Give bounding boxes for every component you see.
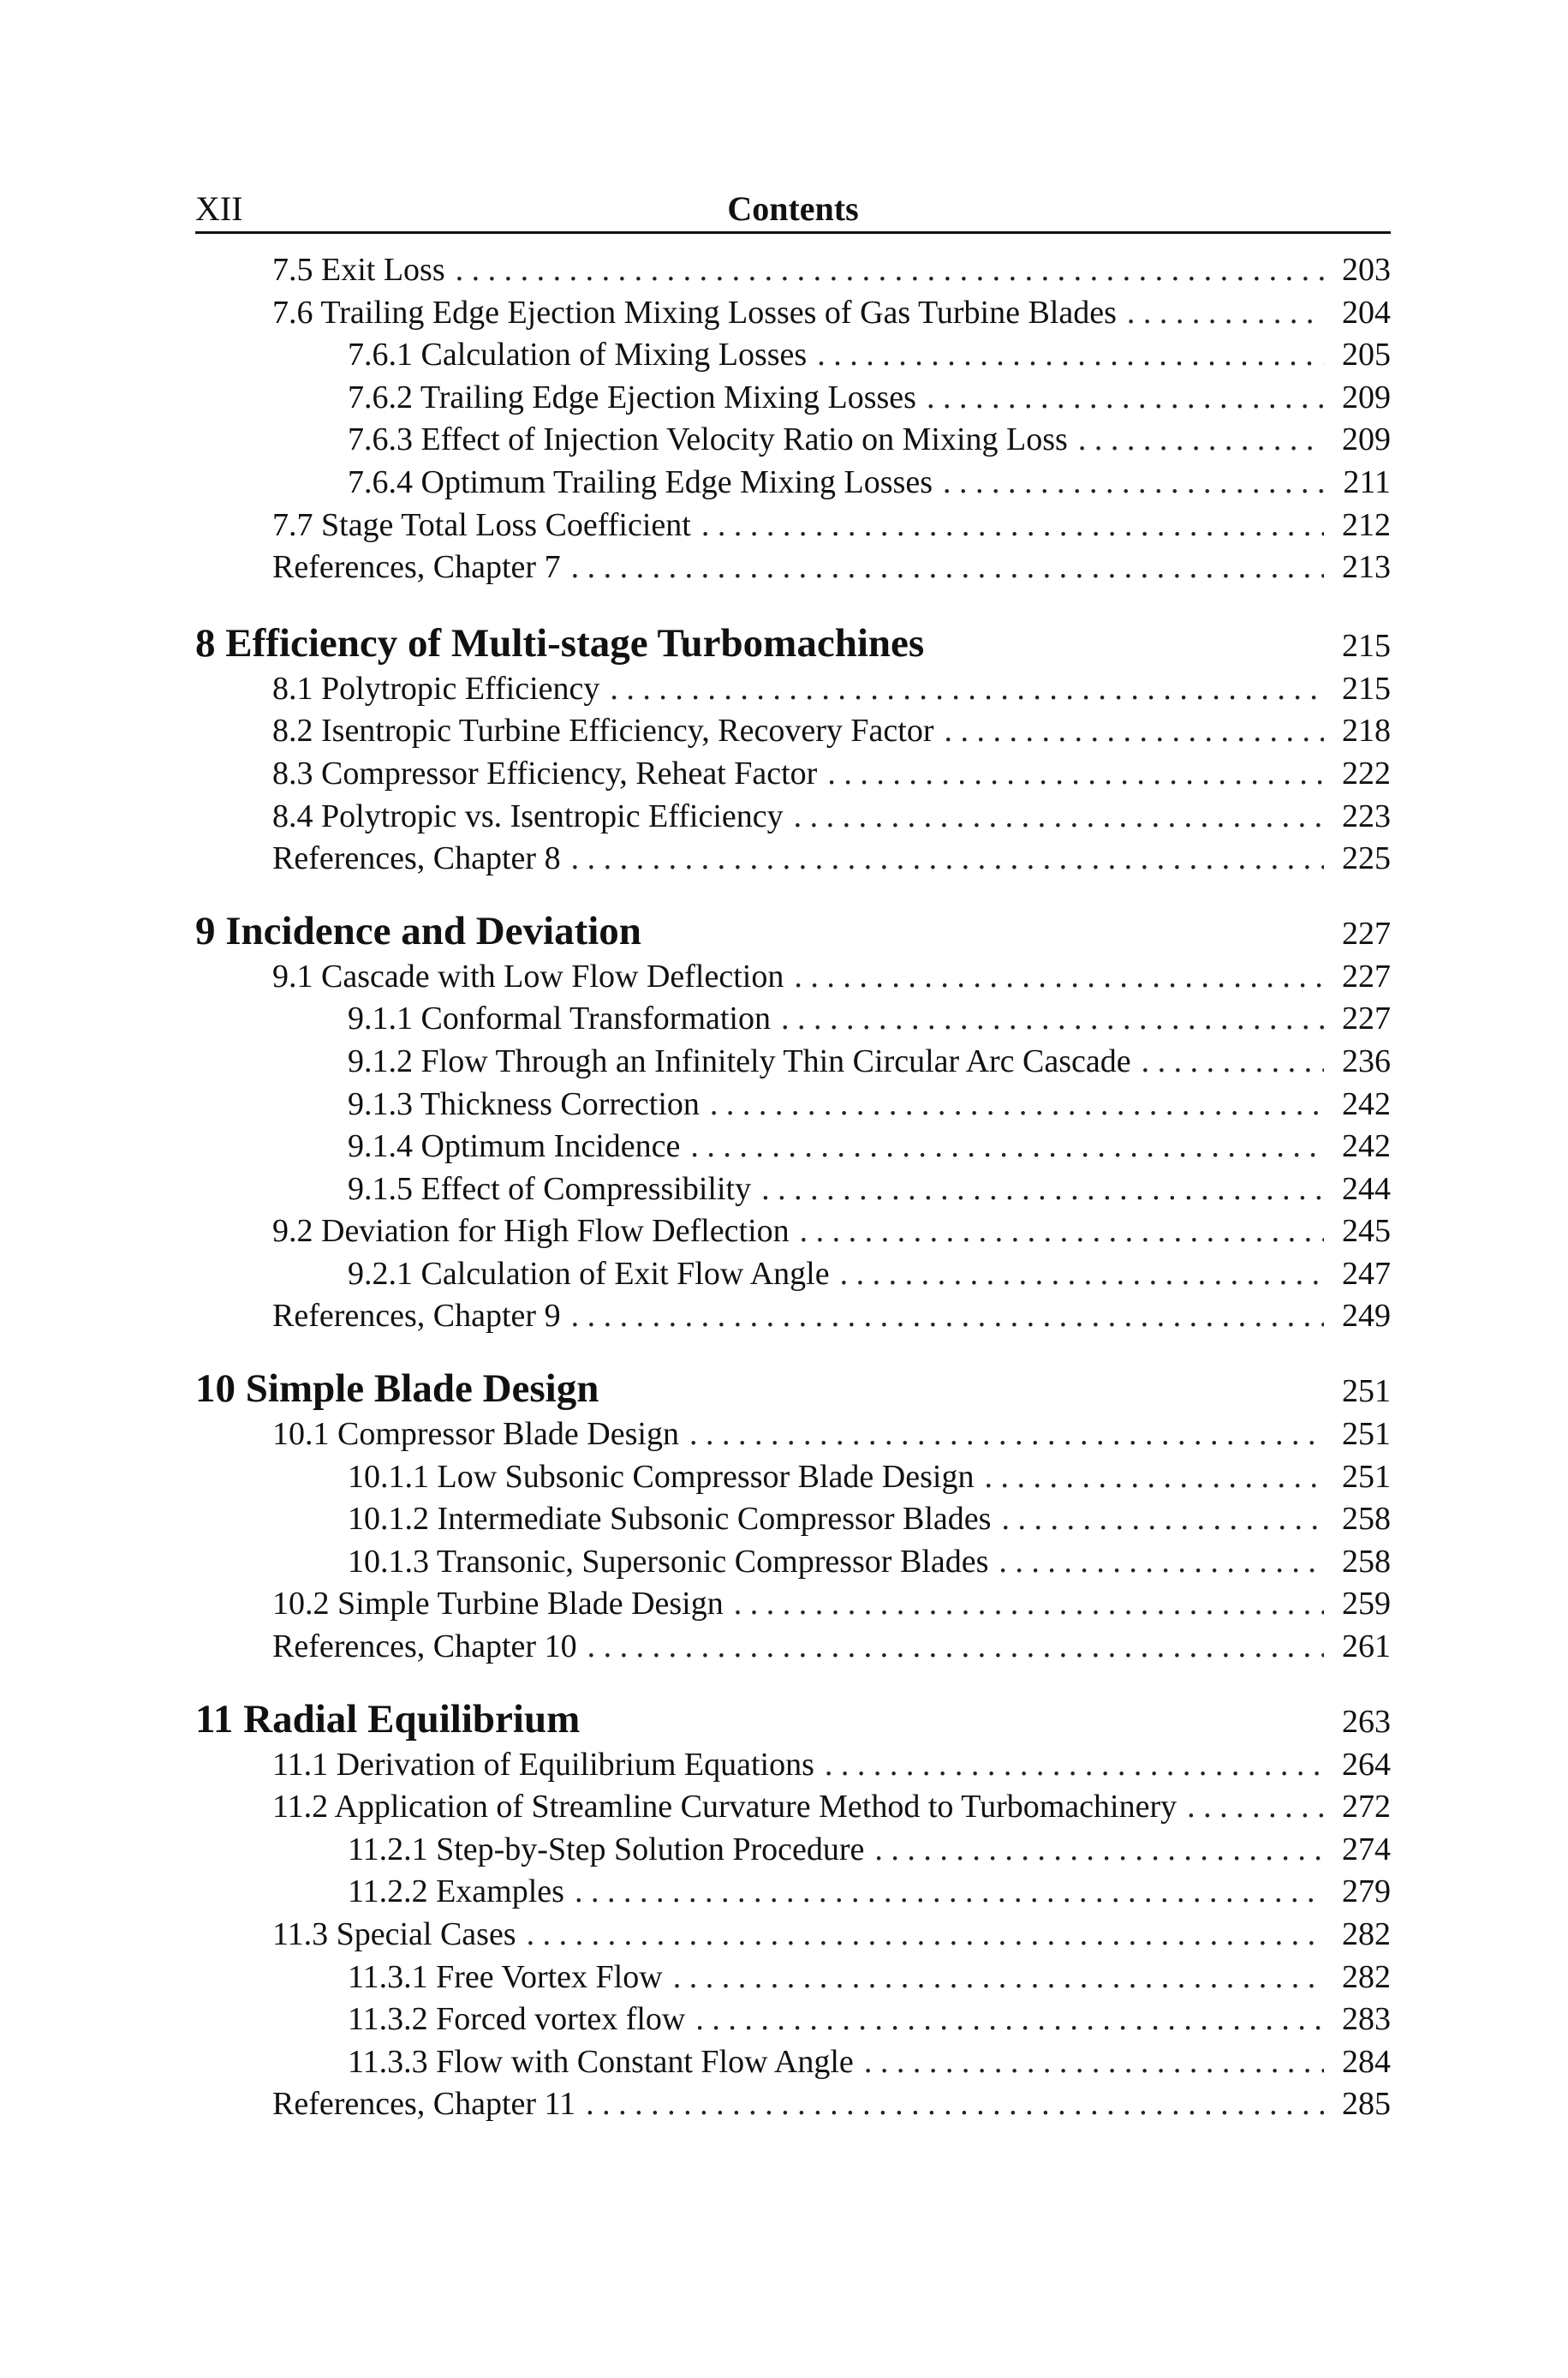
toc-entry-page-number: 218 — [1342, 713, 1391, 750]
toc-entry-page-number: 225 — [1342, 840, 1391, 877]
toc-entry — [195, 712, 1391, 755]
chapter-heading — [195, 903, 1391, 958]
toc-entry-title: 10.1.3 Transonic, Supersonic Compressor Blades — [348, 1543, 989, 1580]
toc-entry-page-number: 284 — [1342, 2043, 1391, 2080]
chapter-title: 9 Incidence and Deviation — [195, 908, 641, 953]
toc-entry-page-number: 205 — [1342, 337, 1391, 373]
dot-leader — [571, 1297, 1324, 1335]
toc-entry-title: 9.1.3 Thickness Correction — [348, 1085, 700, 1122]
chapter-block — [195, 251, 1391, 591]
chapter-block — [195, 1360, 1391, 1670]
dot-leader — [456, 251, 1324, 289]
dot-leader — [817, 336, 1324, 373]
toc-entry-page-number: 285 — [1342, 2086, 1391, 2123]
dot-leader — [571, 548, 1324, 586]
toc-entry-title: 7.7 Stage Total Loss Coefficient — [272, 506, 691, 543]
dot-leader — [999, 1543, 1324, 1580]
toc-entry-title: 7.6 Trailing Edge Ejection Mixing Losses of Gas Turbine Blades — [272, 294, 1117, 331]
dot-leader — [587, 1628, 1324, 1665]
toc-entry-title: 11.2.2 Examples — [348, 1873, 564, 1910]
toc-entry-page-number: 264 — [1342, 1746, 1391, 1783]
toc-entry-title: 10.2 Simple Turbine Blade Design — [272, 1586, 724, 1622]
dot-leader — [794, 798, 1324, 835]
toc-entry — [195, 1212, 1391, 1255]
toc-entry-page-number: 283 — [1342, 2001, 1391, 2038]
toc-entry-title: 9.1.4 Optimum Incidence — [348, 1128, 681, 1165]
chapter-heading — [195, 615, 1391, 670]
toc-entry — [195, 670, 1391, 713]
dot-leader — [1001, 1500, 1324, 1538]
dot-leader — [1127, 294, 1324, 332]
toc-entry — [195, 1255, 1391, 1298]
toc-entry-page-number: 261 — [1342, 1628, 1391, 1665]
toc-entry — [195, 1170, 1391, 1213]
toc-entry-page-number: 258 — [1342, 1501, 1391, 1538]
toc-entry-page-number: 222 — [1342, 755, 1391, 792]
dot-leader — [586, 2085, 1324, 2123]
dot-leader — [695, 2000, 1324, 2038]
toc-entry — [195, 1297, 1391, 1340]
toc-entry-page-number: 274 — [1342, 1831, 1391, 1867]
dot-leader — [1187, 1788, 1324, 1825]
dot-leader — [734, 1585, 1324, 1622]
toc-entry — [195, 1958, 1391, 2001]
toc-entry-page-number: 245 — [1342, 1213, 1391, 1250]
toc-entry-title: 8.1 Polytropic Efficiency — [272, 670, 600, 707]
chapter-title: 8 Efficiency of Multi-stage Turbomachines — [195, 620, 925, 666]
toc-entry-page-number: 227 — [1342, 1001, 1391, 1037]
table-of-contents — [195, 251, 1391, 2128]
toc-entry — [195, 2000, 1391, 2043]
chapter-page-number: 215 — [1342, 627, 1391, 664]
chapter-heading — [195, 1691, 1391, 1746]
toc-entry-title: 11.1 Derivation of Equilibrium Equations — [272, 1746, 814, 1783]
toc-entry-page-number: 251 — [1342, 1458, 1391, 1495]
toc-entry-title: 7.5 Exit Loss — [272, 252, 445, 288]
toc-entry-title: 9.2.1 Calculation of Exit Flow Angle — [348, 1255, 830, 1292]
toc-entry — [195, 1746, 1391, 1789]
toc-entry — [195, 1043, 1391, 1085]
chapter-title: 11 Radial Equilibrium — [195, 1696, 581, 1742]
toc-entry — [195, 798, 1391, 840]
dot-leader — [1078, 421, 1324, 458]
chapter-page-number: 227 — [1342, 915, 1391, 952]
toc-entry-title: References, Chapter 9 — [272, 1298, 561, 1335]
page-number: XII — [195, 189, 243, 228]
toc-entry-page-number: 272 — [1342, 1789, 1391, 1825]
chapter-title: 10 Simple Blade Design — [195, 1366, 599, 1412]
toc-entry-title: References, Chapter 8 — [272, 840, 561, 877]
toc-entry — [195, 421, 1391, 463]
dot-leader — [874, 1831, 1324, 1868]
chapter-page-number: 263 — [1342, 1703, 1391, 1740]
toc-entry — [195, 1458, 1391, 1501]
toc-entry-title: References, Chapter 7 — [272, 549, 561, 586]
chapter-block — [195, 903, 1391, 1340]
toc-entry-title: 11.2.1 Step-by-Step Solution Procedure — [348, 1831, 865, 1867]
toc-entry-title: 9.1.1 Conformal Transformation — [348, 1001, 771, 1037]
dot-leader — [1142, 1043, 1324, 1080]
toc-entry-page-number: 242 — [1342, 1085, 1391, 1122]
running-title: Contents — [727, 189, 859, 228]
dot-leader — [527, 1915, 1324, 1953]
toc-entry-title: 8.3 Compressor Efficiency, Reheat Factor — [272, 755, 818, 792]
toc-entry — [195, 2085, 1391, 2128]
toc-entry — [195, 958, 1391, 1001]
toc-entry — [195, 1873, 1391, 1915]
toc-entry-page-number: 244 — [1342, 1170, 1391, 1207]
toc-entry-title: 11.3.2 Forced vortex flow — [348, 2001, 686, 2038]
toc-entry-title: 7.6.1 Calculation of Mixing Losses — [348, 337, 808, 373]
toc-entry-page-number: 279 — [1342, 1873, 1391, 1910]
toc-entry-page-number: 211 — [1343, 463, 1391, 500]
toc-entry — [195, 379, 1391, 421]
toc-entry-title: 8.4 Polytropic vs. Isentropic Efficiency — [272, 798, 784, 834]
toc-entry-title: 11.2 Application of Streamline Curvature Method to Turbomachinery — [272, 1789, 1177, 1825]
toc-entry-title: 11.3.1 Free Vortex Flow — [348, 1958, 663, 1995]
dot-leader — [701, 506, 1324, 544]
toc-entry — [195, 839, 1391, 882]
dot-leader — [781, 1000, 1324, 1037]
toc-entry-title: 9.1.2 Flow Through an Infinitely Thin Circular Arc Cascade — [348, 1043, 1131, 1079]
running-head — [195, 180, 1391, 234]
toc-entry — [195, 1543, 1391, 1586]
dot-leader — [571, 839, 1324, 877]
toc-entry — [195, 2043, 1391, 2086]
toc-entry-title: 9.1 Cascade with Low Flow Deflection — [272, 958, 784, 995]
toc-entry-title: 7.6.2 Trailing Edge Ejection Mixing Losses — [348, 379, 916, 415]
toc-entry-page-number: 247 — [1342, 1255, 1391, 1292]
chapter-page-number: 251 — [1342, 1373, 1391, 1410]
toc-entry-page-number: 242 — [1342, 1128, 1391, 1165]
toc-entry-page-number: 203 — [1342, 252, 1391, 288]
toc-entry-page-number: 258 — [1342, 1543, 1391, 1580]
toc-entry-page-number: 212 — [1342, 506, 1391, 543]
toc-entry-page-number: 209 — [1342, 379, 1391, 415]
toc-entry-title: 10.1 Compressor Blade Design — [272, 1416, 679, 1453]
dot-leader — [927, 379, 1324, 416]
dot-leader — [800, 1212, 1324, 1250]
toc-entry-page-number: 204 — [1342, 294, 1391, 331]
toc-entry-page-number: 213 — [1342, 549, 1391, 586]
toc-entry-page-number: 236 — [1342, 1043, 1391, 1079]
toc-entry — [195, 1628, 1391, 1670]
toc-entry-page-number: 215 — [1342, 670, 1391, 707]
dot-leader — [827, 755, 1324, 792]
dot-leader — [761, 1170, 1324, 1208]
toc-entry — [195, 1127, 1391, 1170]
toc-entry — [195, 1831, 1391, 1873]
chapter-block — [195, 615, 1391, 882]
toc-entry — [195, 755, 1391, 798]
toc-entry-page-number: 282 — [1342, 1916, 1391, 1952]
toc-entry-page-number: 249 — [1342, 1298, 1391, 1335]
toc-entry — [195, 1915, 1391, 1958]
book-page — [195, 180, 1391, 2148]
toc-entry — [195, 548, 1391, 591]
toc-entry — [195, 1585, 1391, 1628]
toc-entry — [195, 463, 1391, 506]
toc-entry — [195, 336, 1391, 379]
dot-leader — [673, 1958, 1324, 1996]
dot-leader — [840, 1255, 1324, 1293]
toc-entry-title: References, Chapter 11 — [272, 2086, 576, 2123]
toc-entry — [195, 251, 1391, 294]
toc-entry-page-number: 251 — [1342, 1416, 1391, 1453]
chapter-block — [195, 1691, 1391, 2128]
toc-entry-page-number: 209 — [1342, 421, 1391, 458]
dot-leader — [984, 1458, 1324, 1496]
dot-leader — [944, 712, 1324, 750]
dot-leader — [689, 1415, 1324, 1453]
dot-leader — [710, 1085, 1324, 1123]
toc-entry-page-number: 259 — [1342, 1586, 1391, 1622]
toc-entry-title: 7.6.3 Effect of Injection Velocity Ratio on Mixing Loss — [348, 421, 1068, 458]
dot-leader — [690, 1127, 1324, 1165]
toc-entry — [195, 1788, 1391, 1831]
toc-entry — [195, 506, 1391, 549]
toc-entry — [195, 1000, 1391, 1043]
dot-leader — [610, 670, 1324, 708]
toc-entry-title: 9.2 Deviation for High Flow Deflection — [272, 1213, 790, 1250]
chapter-heading — [195, 1360, 1391, 1415]
toc-entry-title: 10.1.2 Intermediate Subsonic Compressor Blades — [348, 1501, 992, 1538]
toc-entry-title: 8.2 Isentropic Turbine Efficiency, Recovery Factor — [272, 713, 934, 750]
toc-entry-title: 9.1.5 Effect of Compressibility — [348, 1170, 752, 1207]
toc-entry — [195, 294, 1391, 337]
toc-entry — [195, 1415, 1391, 1458]
toc-entry — [195, 1500, 1391, 1543]
dot-leader — [575, 1873, 1324, 1910]
toc-entry-title: 11.3 Special Cases — [272, 1916, 516, 1952]
dot-leader — [864, 2043, 1324, 2081]
toc-entry-title: 7.6.4 Optimum Trailing Edge Mixing Losses — [348, 463, 933, 500]
toc-entry-title: References, Chapter 10 — [272, 1628, 577, 1665]
toc-entry-title: 11.3.3 Flow with Constant Flow Angle — [348, 2043, 854, 2080]
toc-entry-page-number: 282 — [1342, 1958, 1391, 1995]
dot-leader — [943, 463, 1324, 501]
dot-leader — [794, 958, 1324, 995]
toc-entry — [195, 1085, 1391, 1128]
toc-entry-page-number: 223 — [1342, 798, 1391, 834]
toc-entry-page-number: 227 — [1342, 958, 1391, 995]
dot-leader — [825, 1746, 1324, 1784]
toc-entry-title: 10.1.1 Low Subsonic Compressor Blade Design — [348, 1458, 975, 1495]
